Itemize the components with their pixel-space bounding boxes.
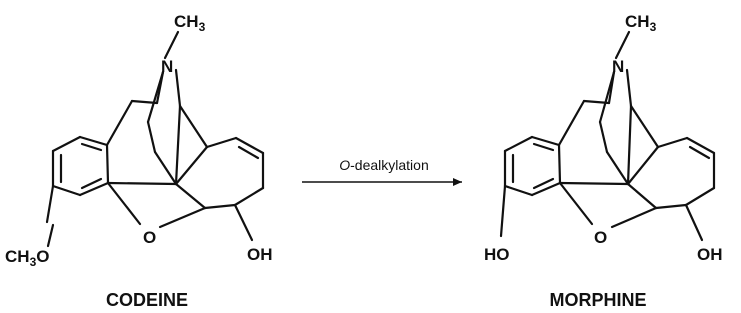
methyl-label: $CH_3$	[625, 12, 657, 34]
aromatic-bond	[559, 145, 560, 183]
aromatic-double-bond	[534, 144, 553, 150]
ether-bond	[160, 208, 205, 227]
ring-bond	[235, 188, 263, 205]
ring-bond	[628, 106, 631, 184]
ring-bond	[176, 147, 207, 184]
ether-bond	[560, 183, 592, 224]
aromatic-bond	[107, 145, 108, 183]
arrowhead	[453, 178, 462, 186]
ring-bond	[107, 101, 132, 145]
ring-bond	[631, 106, 658, 147]
hydroxyl-bond	[235, 205, 252, 240]
aromatic-bond	[53, 186, 80, 195]
codeine-name: CODEINE	[105, 290, 189, 310]
ether-bond	[108, 183, 140, 224]
ring-bond	[628, 184, 656, 208]
ring-oxygen-label: O	[594, 228, 608, 247]
ring-bond	[176, 106, 180, 184]
phenol-bond	[501, 186, 505, 236]
ring-bond	[627, 70, 631, 106]
ring-bond	[148, 122, 155, 152]
hydroxyl-bond	[686, 205, 702, 240]
ring-bond	[155, 152, 176, 184]
ether-bond	[612, 208, 656, 227]
methoxy-bond	[48, 225, 53, 246]
nitrogen-label: N	[161, 57, 174, 76]
aromatic-bond	[505, 186, 532, 195]
ring-bond	[656, 205, 686, 208]
nitrogen-label: N	[612, 57, 625, 76]
ring-bond	[607, 152, 628, 184]
ring-bond	[148, 72, 163, 122]
morphine-name: MORPHINE	[549, 290, 647, 310]
methoxy-label: $CH_3O$	[5, 247, 50, 269]
aromatic-bond	[53, 137, 80, 151]
ring-bond	[176, 184, 205, 208]
methoxy-bond	[47, 186, 53, 222]
morphine-structure	[484, 12, 723, 310]
aromatic-bond	[505, 137, 532, 151]
ring-oxygen-label: O	[143, 228, 157, 247]
ring-bond	[687, 138, 714, 153]
codeine-structure	[5, 12, 273, 310]
phenol-label: HO	[484, 245, 510, 264]
reaction-label: O-dealkylation	[339, 157, 429, 173]
reaction-arrow	[302, 157, 462, 186]
ring-bond	[176, 70, 180, 106]
aromatic-bond	[532, 183, 560, 195]
ring-bond	[207, 138, 236, 147]
ring-bond	[108, 183, 176, 184]
ring-bond	[560, 183, 628, 184]
ring-bond	[600, 72, 614, 122]
ring-bond	[658, 138, 687, 147]
n-methyl-bond	[616, 32, 629, 58]
aromatic-bond	[80, 183, 108, 195]
ring-bond	[180, 106, 207, 147]
hydroxyl-label: OH	[247, 245, 273, 264]
ring-bond	[559, 101, 584, 145]
hydroxyl-label: OH	[697, 245, 723, 264]
n-methyl-bond	[165, 32, 178, 58]
ring-bond	[236, 138, 263, 153]
aromatic-double-bond	[82, 144, 101, 150]
ring-bond	[628, 147, 658, 184]
ring-bond	[686, 188, 714, 205]
methyl-label: $CH_3$	[174, 12, 206, 34]
ring-bond	[205, 205, 235, 208]
ring-bond	[600, 122, 607, 152]
